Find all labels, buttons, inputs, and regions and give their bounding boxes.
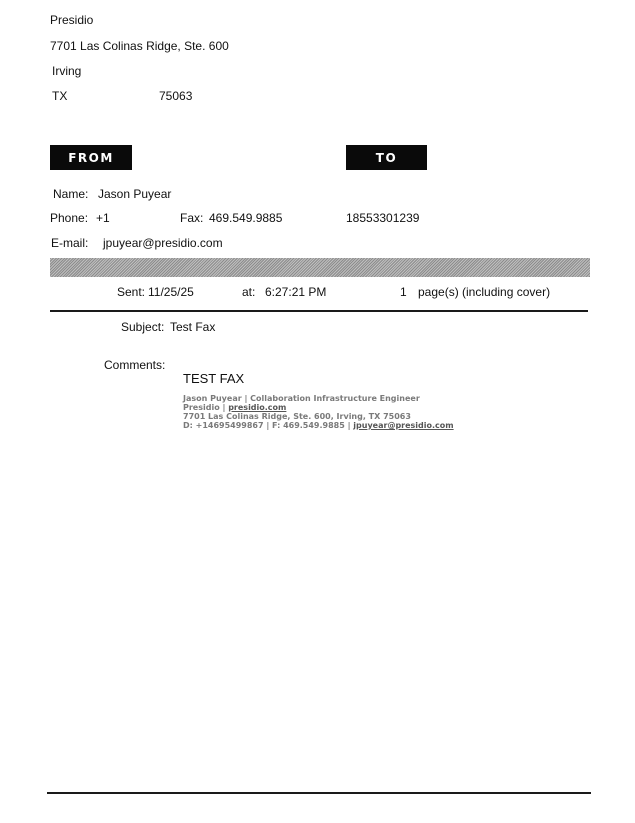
sender-fax: 469.549.9885 [209,211,283,225]
sender-email: jpuyear@presidio.com [103,236,223,250]
signature-line-4 [183,421,454,430]
sender-company: Presidio [50,13,94,27]
signature-line-1: Jason Puyear | Collaboration Infrastructure Engineer [183,394,420,403]
sender-state: TX [52,89,68,103]
sender-street: 7701 Las Colinas Ridge, Ste. 600 [50,39,229,53]
footer-divider [47,792,591,794]
sent-date: 11/25/25 [148,285,194,299]
subject-label: Subject: [121,320,165,334]
subject-value: Test Fax [170,320,216,334]
page-count: 1 [400,285,407,299]
sender-city: Irving [52,64,82,78]
pages-label: page(s) (including cover) [418,285,551,299]
sender-name: Jason Puyear [98,187,172,201]
sent-divider [50,310,588,312]
name-label: Name: [53,187,89,201]
sender-zip: 75063 [159,89,193,103]
recipient-fax: 18553301239 [346,211,420,225]
signature-phone-fax: D: +14695499867 | F: 469.549.9885 | [183,421,354,430]
signature-company: Presidio | [183,403,229,412]
sent-time: 6:27:21 PM [265,285,327,299]
comments-body: TEST FAX [183,371,245,386]
fax-label: Fax: [180,211,204,225]
hatched-separator-band [50,258,590,277]
comments-label: Comments: [104,358,166,372]
from-header: FROM [50,145,132,170]
signature-website-link[interactable]: presidio.com [228,403,287,412]
signature-line-2 [183,403,286,412]
to-header: TO [346,145,427,170]
at-label: at: [242,285,256,299]
signature-email-link[interactable]: jpuyear@presidio.com [353,421,454,430]
sender-phone: +1 [96,211,110,225]
sent-label: Sent: [117,285,146,299]
phone-label: Phone: [50,211,89,225]
email-label: E-mail: [51,236,89,250]
signature-line-3: 7701 Las Colinas Ridge, Ste. 600, Irving, TX 75063 [183,412,411,421]
